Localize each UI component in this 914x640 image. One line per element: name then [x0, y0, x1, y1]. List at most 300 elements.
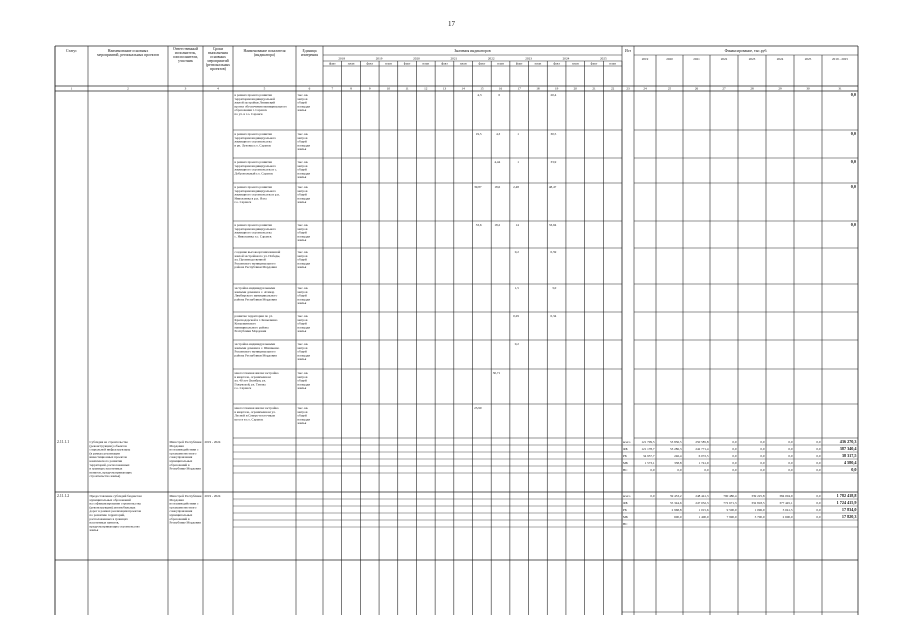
indicator-value: 18,6: [494, 185, 501, 189]
column-number: 13: [442, 86, 447, 91]
fin-value: 0,0: [816, 501, 821, 505]
program-name: по развитию территорий,: [89, 513, 125, 517]
fin-source: МБ: [623, 515, 628, 519]
column-number: 20: [573, 86, 577, 91]
fin-value: 772 671,3: [723, 501, 737, 505]
indicator-unit: метров: [297, 96, 308, 101]
fin-value: 38 317,5: [841, 453, 857, 458]
indicator-name: г.о. Саранск: [234, 200, 252, 205]
column-number: 27: [722, 86, 726, 91]
fin-value: 0,0: [816, 494, 821, 498]
program-executor: самоуправления: [169, 455, 193, 460]
indicator-value: 14: [515, 223, 519, 227]
program-name: инвестиционных проектов: [89, 455, 127, 460]
header-indicators: Значения индикаторов: [454, 49, 491, 53]
indicator-unit: тыс. кв.: [297, 286, 309, 290]
indicator-value: 19,5: [475, 132, 482, 136]
indicator-name: территории индивидуального: [234, 226, 277, 231]
indicator-value: 3,0: [552, 286, 557, 290]
fin-value: 248 441,3: [695, 494, 709, 498]
fin-value: 2 600,0: [782, 515, 793, 519]
indicator-name: территории индивидуальной: [234, 96, 275, 101]
indicator-unit: площади: [297, 234, 311, 239]
column-number: 15: [480, 86, 484, 91]
header-fin-year: 2021: [693, 57, 700, 61]
program-executor: Республике Мордовия: [169, 520, 201, 525]
column-number: 3: [184, 86, 187, 91]
program-name: в границах населенных: [89, 466, 123, 471]
fin-value: 59 453,2: [669, 494, 682, 498]
program-executor: органами местного: [169, 451, 197, 456]
header-fact: факт: [329, 61, 336, 66]
program-name: дорог в рамках реализации проектов: [89, 509, 142, 514]
program-executor: Минстрой Республики: [169, 494, 202, 498]
indicator-value: 1: [517, 160, 519, 164]
program-name: расположенных в границах: [89, 516, 128, 521]
indicator-unit: площади: [297, 261, 311, 266]
indicator-name: шоссе в г.о. Саранск: [234, 417, 264, 422]
column-number: 24: [643, 86, 647, 91]
indicator-value: 0: [498, 93, 501, 97]
indicator-name: муниципального района: [234, 325, 269, 330]
header-period: мероприятий: [207, 59, 229, 63]
indicator-name: создание высокоорганизованной: [234, 250, 281, 254]
fin-value: 17 820,3: [841, 514, 857, 519]
fin-value: 0,0: [788, 454, 793, 458]
program-name: (реконструкции) автомобильных: [89, 505, 136, 510]
indicator-name: многоэтажная жилая застройка: [234, 371, 279, 375]
program-name: пунктов, предусматривающих: [89, 470, 132, 475]
indicator-name: Лесной и Северо-восточным: [234, 413, 275, 418]
header-unit: измерения: [301, 53, 318, 58]
fin-source: всего: [623, 494, 631, 498]
indicator-name: в квартале, ограниченном ул.: [234, 409, 276, 414]
column-number: 4: [217, 86, 219, 91]
fin-value: 387 340,4: [839, 446, 857, 451]
fin-value: 1 096,9: [754, 508, 765, 512]
indicator-value: 1,5: [514, 286, 519, 290]
indicator-name: застройка индивидуальными: [234, 342, 276, 346]
fin-value: 3 041,5: [782, 508, 793, 512]
fin-total: 0,0: [850, 184, 856, 189]
column-number: 12: [424, 86, 428, 91]
program-name: муниципальных образований: [89, 497, 131, 502]
header-fact: факт: [553, 61, 560, 66]
indicator-unit: метров: [297, 345, 308, 350]
indicator-unit: площади: [297, 382, 311, 387]
indicator-unit: общей: [297, 192, 307, 197]
header-status: Статус: [66, 49, 77, 53]
indicator-unit: тыс. кв.: [297, 406, 309, 410]
indicator-name: территории индивидуального: [234, 163, 277, 168]
fin-source: РБ: [623, 454, 627, 458]
indicator-value: 4,3: [477, 93, 482, 97]
indicator-unit: тыс. кв.: [297, 223, 309, 227]
column-number: 17: [517, 86, 521, 91]
indicator-name: Краснодарской в г. Ковылкино: [234, 317, 278, 322]
fin-value: 332 818,5: [751, 501, 765, 505]
header-plan: план: [385, 61, 392, 66]
fin-value: 0,0: [732, 468, 737, 472]
program-name: комплексного развития: [89, 459, 123, 463]
header-plan: план: [459, 61, 467, 66]
header-executor: исполнитель,: [174, 51, 197, 55]
fin-value: 55 344,6: [669, 501, 682, 505]
indicator-unit: метров: [297, 253, 308, 258]
indicator-unit: общей: [297, 100, 307, 105]
fin-source: всего: [623, 440, 631, 444]
fin-value: 377 445,1: [779, 501, 793, 505]
indicator-name: в рамках проекта развития: [234, 93, 272, 97]
header-fin-year: 2025: [804, 57, 812, 61]
indicator-unit: тыс. кв.: [297, 132, 309, 136]
indicator-value: 23,90: [474, 406, 482, 410]
header-ind-year: 2023: [525, 56, 532, 61]
fin-value: 0,0: [650, 468, 655, 472]
indicator-name: застройка индивидуальными: [234, 286, 276, 290]
fin-value: 0,0: [732, 440, 737, 444]
indicator-unit: общей: [297, 257, 307, 262]
fin-value: 0,0: [816, 461, 821, 465]
indicator-value: 33,94: [548, 223, 557, 227]
column-number: 14: [461, 86, 465, 91]
fin-value: 6 072,5: [698, 454, 709, 458]
indicator-name: Ковылкинского: [234, 321, 257, 326]
indicator-value: 33,6: [475, 223, 482, 227]
header-ind-year: 2024: [562, 56, 570, 61]
column-number: 19: [554, 86, 559, 91]
header-plan: план: [422, 61, 430, 66]
fin-value: 0,0: [760, 447, 765, 451]
indicator-name: Гожувской, ул. Титова: [234, 382, 266, 387]
column-number: 18: [536, 86, 540, 91]
header-name: мероприятий, региональных проектов: [97, 53, 159, 58]
program-name: Предоставление субсидий бюджетам: [89, 494, 142, 498]
program-name: (реконструкцию) объектов: [89, 443, 127, 448]
program-period: 2019 - 2024: [204, 494, 221, 498]
column-number: 11: [405, 86, 409, 91]
indicator-unit: площади: [297, 171, 311, 176]
indicator-unit: тыс. кв.: [297, 250, 309, 254]
program-executor: во взаимодействии с: [169, 447, 199, 452]
header-fact: факт: [403, 61, 411, 66]
program-executor: во взаимодействии с: [169, 501, 199, 506]
header-financing: Финансирование, тыс.руб.: [724, 49, 768, 53]
column-number: 8: [350, 86, 352, 91]
header-ind-year: 2019: [375, 56, 383, 61]
fin-value: 121 709,5: [641, 440, 655, 444]
indicator-name: в рамках проекта развития: [234, 132, 272, 136]
fin-value: 790 480,4: [723, 494, 737, 498]
indicator-unit: общей: [297, 293, 307, 298]
fin-total: 0,0: [850, 131, 856, 136]
indicator-name: развитие территории по ул.: [234, 314, 273, 318]
program-executor: Минстрой Республики: [169, 440, 202, 444]
indicator-name: Добровольный г.о. Саранск: [234, 171, 273, 176]
indicator-unit: метров: [297, 289, 308, 294]
program-executor: Мордовия: [169, 443, 184, 448]
indicator-value: 4,44: [494, 160, 501, 164]
indicator-unit: жилья: [297, 386, 307, 391]
fin-value: 384 004,9: [779, 494, 793, 498]
fin-value: 0,0: [816, 447, 821, 451]
fin-value: 53 836,5: [669, 440, 682, 444]
fin-value: 0,0: [816, 468, 821, 472]
indicator-name: жилыми домами в с. Шишкеево: [234, 345, 280, 350]
fin-value: 1 741,9: [698, 461, 709, 465]
column-number: 21: [592, 86, 596, 91]
indicator-name: Рузаевского муниципального: [234, 349, 276, 354]
indicator-unit: метров: [297, 374, 308, 379]
fin-value: 242 771,4: [695, 447, 709, 451]
header-plan: план: [534, 61, 542, 66]
program-name: социальной инфраструктуры: [89, 447, 131, 452]
column-number: 9: [368, 86, 371, 91]
indicator-unit: метров: [297, 163, 308, 168]
fin-value: 1 782 418,8: [836, 493, 857, 498]
fin-value: 0,0: [851, 467, 857, 472]
indicator-name: в рамках проекта развития: [234, 223, 272, 227]
indicator-name: территории индивидуального: [234, 135, 277, 140]
header-fin-year: 2024: [776, 57, 784, 61]
indicator-unit: площади: [297, 325, 311, 330]
column-number: 30: [806, 86, 810, 91]
indicator-name: жилыми домами в с. Атемар: [234, 289, 275, 294]
fin-value: 338,8: [674, 461, 682, 465]
indicator-value: 20,4: [550, 93, 557, 97]
header-fin-year: 2020: [666, 57, 673, 61]
program-name: населенных пунктов,: [89, 520, 120, 525]
column-number: 5: [263, 86, 266, 91]
fin-value: 436 270,3: [839, 439, 857, 444]
header-fin-year: 2019 - 2025: [832, 57, 848, 61]
header-fin-year: 2023: [748, 57, 756, 61]
indicator-name: г.о. Саранск: [234, 386, 252, 391]
header-period: основных: [210, 55, 226, 59]
indicator-unit: общей: [297, 139, 307, 144]
fin-value: 0,0: [816, 454, 821, 458]
indicator-name: Рузаевского муниципального: [234, 261, 276, 266]
fin-value: 2 968,8: [671, 508, 682, 512]
fin-value: 1 400,0: [698, 515, 709, 519]
indicator-value: 30,71: [492, 371, 501, 375]
column-number: 7: [331, 86, 334, 91]
fin-value: 0,0: [732, 454, 737, 458]
indicator-unit: жилья: [297, 108, 307, 113]
program-status: 2.11.1.1: [57, 440, 70, 444]
indicator-value: 48,47: [548, 185, 557, 189]
header-indicator: (индикатора): [253, 53, 276, 58]
indicator-unit: жилья: [297, 200, 307, 205]
fin-value: 0,0: [732, 447, 737, 451]
fin-value: 0,0: [816, 440, 821, 444]
indicator-name: многоэтажная жилая застройка: [234, 406, 279, 410]
fin-total: 0,0: [850, 92, 856, 97]
indicator-unit: жилья: [297, 175, 307, 180]
header-indicator: Наименование показателя: [243, 49, 286, 53]
column-number: 10: [386, 86, 391, 91]
indicator-name: проект обеспечения муниципального: [234, 104, 287, 109]
fin-source: ВС: [623, 522, 628, 526]
header-ind-year: 2018: [338, 56, 345, 61]
indicator-unit: общей: [297, 167, 307, 172]
header-plan: план: [497, 61, 504, 66]
indicator-unit: жилья: [297, 357, 307, 362]
indicator-name: в рамках проекта развития: [234, 160, 272, 164]
header-period: выполнения: [208, 51, 228, 55]
fin-value: 1 015,6: [698, 508, 709, 512]
indicator-unit: метров: [297, 188, 308, 193]
fin-value: 9 500,0: [726, 508, 737, 512]
indicator-unit: площади: [297, 196, 311, 201]
indicator-name: Лямбирского муниципального: [234, 293, 278, 298]
fin-value: 7 990,0: [726, 515, 737, 519]
column-number: 26: [694, 86, 699, 91]
program-status: 2.11.1.2: [57, 494, 70, 498]
fin-value: 600,0: [674, 515, 682, 519]
header-executor: Ответственный: [172, 47, 199, 51]
indicator-unit: тыс. кв.: [297, 93, 309, 97]
fin-value: 53 286,3: [669, 447, 682, 451]
fin-value: 0,0: [650, 494, 655, 498]
indicator-unit: жилья: [297, 147, 307, 152]
program-executor: образований в: [169, 462, 190, 467]
header-fact: факт: [478, 61, 486, 66]
indicator-unit: общей: [297, 321, 307, 326]
indicator-unit: жилья: [297, 238, 307, 243]
indicator-unit: метров: [297, 135, 308, 140]
header-fact: факт: [441, 61, 448, 66]
program-name: предусматривающих строительство: [89, 524, 140, 529]
indicator-name: района Республики Мордовия: [234, 297, 277, 302]
fin-source: РБ: [623, 508, 627, 512]
column-number: 28: [750, 86, 754, 91]
program-executor: Республике Мордовия: [169, 466, 201, 471]
column-number: 2: [127, 86, 129, 91]
column-number: 22: [611, 86, 615, 91]
fin-value: 1 724 415,9: [836, 500, 857, 505]
indicator-value: 4,3: [496, 132, 501, 136]
header-ist: Ист: [624, 49, 632, 53]
indicator-value: 18,2: [494, 223, 501, 227]
header-fact: факт: [366, 61, 374, 66]
header-plan: план: [609, 61, 616, 66]
column-number: 23: [626, 86, 630, 91]
program-name: Субсидия на строительство: [89, 440, 129, 444]
fin-value: 0,0: [788, 447, 793, 451]
fin-value: 121 178,7: [641, 447, 655, 451]
fin-value: 0,0: [760, 454, 765, 458]
fin-source: ФБ: [623, 501, 628, 505]
indicator-unit: метров: [297, 409, 308, 414]
fin-value: 0,0: [760, 461, 765, 465]
header-plan: план: [571, 61, 579, 66]
fin-value: 0,0: [788, 468, 793, 472]
fin-value: 0,0: [788, 461, 793, 465]
indicator-name: жилищного строительства в с.: [234, 167, 278, 172]
indicator-value: 0,59: [550, 250, 557, 254]
header-ind-year: 2025: [600, 56, 607, 61]
header-ind-year: 2022: [487, 56, 495, 61]
fin-value: 4 580,4: [843, 460, 857, 465]
indicator-unit: тыс. кв.: [297, 314, 309, 318]
indicator-unit: площади: [297, 417, 311, 422]
header-executor: соисполнители,: [172, 55, 199, 59]
fin-value: 0,0: [732, 461, 737, 465]
indicator-value: 30,5: [550, 132, 557, 136]
fin-value: 0,0: [760, 468, 765, 472]
indicator-name: жилой застройки по ул. Победы,: [234, 253, 281, 258]
indicator-unit: общей: [297, 230, 307, 235]
fin-value: 247 032,3: [695, 501, 709, 505]
indicator-name: образования г. Саранск: [234, 108, 267, 113]
header-fact: факт: [515, 61, 523, 66]
indicator-unit: жилья: [297, 421, 307, 426]
fin-value: 250 585,8: [695, 440, 709, 444]
fin-value: 3 700,0: [754, 515, 765, 519]
fin-total: 0,0: [850, 222, 856, 227]
program-executor: самоуправления: [169, 509, 193, 514]
indicator-unit: площади: [297, 297, 311, 302]
indicator-unit: общей: [297, 378, 307, 383]
indicator-name: жилой застройки Ленинский: [234, 100, 275, 105]
fin-value: 17 834,0: [841, 507, 857, 512]
program-name: территорий, расположенных: [89, 462, 130, 467]
header-period: Сроки: [212, 47, 224, 51]
indicator-unit: тыс. кв.: [297, 342, 309, 346]
header-ind-year: 2021: [450, 56, 458, 61]
indicator-unit: площади: [297, 353, 311, 358]
header-fin-year: 2022: [720, 57, 728, 61]
fin-value: 0,0: [816, 508, 821, 512]
fin-value: 246,4: [674, 454, 682, 458]
indicator-value: 0,34: [550, 314, 557, 318]
indicator-name: жилищного строительства: [234, 230, 272, 235]
indicator-value: 2,48: [513, 185, 519, 189]
indicator-name: жилищного строительства в р.п.: [234, 192, 280, 197]
indicator-name: района Республики Мордовия: [234, 265, 277, 270]
column-number: 16: [498, 86, 503, 91]
program-executor: Мордовия: [169, 497, 184, 502]
indicator-unit: площади: [297, 143, 311, 148]
fin-value: 1 573,1: [644, 461, 655, 465]
indicator-name: района Республики Мордовия: [234, 353, 277, 358]
indicator-unit: общей: [297, 349, 307, 354]
column-number: 6: [308, 86, 311, 91]
indicator-name: Республики Мордовия: [234, 329, 267, 334]
indicator-unit: площади: [297, 104, 311, 109]
indicator-name: ул. Производственной: [234, 257, 266, 262]
program-executor: органами местного: [169, 505, 197, 510]
indicator-unit: жилья: [297, 329, 307, 334]
indicator-name: в рамках проекта развития: [234, 185, 272, 189]
fin-value: 0,0: [704, 468, 709, 472]
indicator-unit: метров: [297, 317, 308, 322]
indicator-name: по ул. в г.о. Саранск: [234, 112, 263, 116]
fin-value: 34 957,7: [642, 454, 655, 458]
indicator-name: территории индивидуального: [234, 188, 277, 193]
fin-source: МБ: [623, 461, 628, 465]
page-number: 17: [448, 20, 455, 28]
program-name: на софинансирование строительства: [89, 501, 141, 506]
header-fin-year: 2019: [641, 57, 649, 61]
column-number: 31: [838, 86, 842, 91]
fin-total: 0,0: [850, 159, 856, 164]
indicator-name: ул. 40 лет Октября, ул.: [234, 378, 267, 383]
header-executor: участник: [178, 59, 193, 63]
header-unit: Единица: [302, 49, 317, 53]
header-name: Наименование основных: [107, 49, 149, 53]
